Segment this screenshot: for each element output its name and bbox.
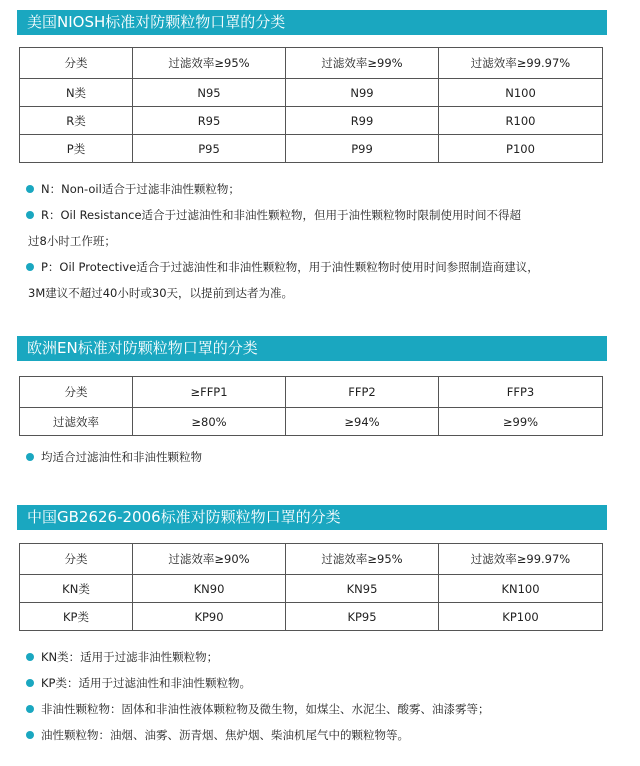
note-text: KP类：适用于过滤油性和非油性颗粒物。: [41, 676, 251, 690]
table-cell: KP95: [286, 603, 439, 631]
table-cell: N99: [286, 79, 439, 107]
list-item: [26, 176, 606, 202]
table-row: [20, 79, 603, 107]
gb-notes: [26, 644, 606, 748]
list-item: [26, 696, 606, 722]
bullet-dot-icon: [26, 185, 34, 193]
list-item: [26, 444, 606, 470]
header-cell: 过滤效率≥99.97%: [439, 48, 603, 79]
header-cell: 分类: [20, 48, 133, 79]
list-item: [26, 280, 606, 306]
note-text: R：Oil Resistance适合于过滤油性和非油性颗粒物，但用于油性颗粒物时限制使用时间不得超: [41, 208, 522, 222]
bullet-dot-icon: [26, 679, 34, 687]
bullet-dot-icon: [26, 211, 34, 219]
section-title-en: 欧洲EN标准对防颗粒物口罩的分类: [17, 336, 607, 361]
table-cell: P100: [439, 135, 603, 163]
table-header-row: [20, 544, 603, 575]
note-text: 非油性颗粒物：固体和非油性液体颗粒物及微生物，如煤尘、水泥尘、酸雾、油漆雾等；: [41, 702, 490, 716]
table-cell: N类: [20, 79, 133, 107]
table-cell: N95: [133, 79, 286, 107]
header-cell: 分类: [20, 377, 133, 408]
table-cell: P95: [133, 135, 286, 163]
header-cell: FFP2: [286, 377, 439, 408]
bullet-dot-icon: [26, 731, 34, 739]
table-cell: ≥80%: [133, 408, 286, 436]
table-cell: KP100: [439, 603, 603, 631]
header-cell: 过滤效率≥95%: [133, 48, 286, 79]
table-cell: 过滤效率: [20, 408, 133, 436]
note-text: 油性颗粒物：油烟、油雾、沥青烟、焦炉烟、柴油机尾气中的颗粒物等。: [41, 728, 409, 742]
header-cell: 过滤效率≥90%: [133, 544, 286, 575]
list-item: [26, 644, 606, 670]
table-row: [20, 107, 603, 135]
table-cell: ≥99%: [439, 408, 603, 436]
header-cell: 过滤效率≥95%: [286, 544, 439, 575]
en-notes: [26, 444, 606, 470]
list-item: [26, 202, 606, 228]
header-cell: 过滤效率≥99%: [286, 48, 439, 79]
table-cell: KN90: [133, 575, 286, 603]
en-table: [19, 376, 603, 436]
table-header-row: [20, 377, 603, 408]
table-cell: P99: [286, 135, 439, 163]
table-row: [20, 408, 603, 436]
niosh-table: [19, 47, 603, 163]
table-cell: R95: [133, 107, 286, 135]
table-row: [20, 135, 603, 163]
bullet-dot-icon: [26, 705, 34, 713]
section-title-gb: 中国GB2626-2006标准对防颗粒物口罩的分类: [17, 505, 607, 530]
table-cell: P类: [20, 135, 133, 163]
list-item: [26, 228, 606, 254]
bullet-dot-icon: [26, 653, 34, 661]
list-item: [26, 254, 606, 280]
header-cell: 过滤效率≥99.97%: [439, 544, 603, 575]
note-text: KN类：适用于过滤非油性颗粒物；: [41, 650, 219, 664]
header-cell: 分类: [20, 544, 133, 575]
table-cell: KN95: [286, 575, 439, 603]
note-text: 均适合过滤油性和非油性颗粒物: [41, 450, 202, 464]
table-cell: R99: [286, 107, 439, 135]
note-text: P：Oil Protective适合于过滤油性和非油性颗粒物，用于油性颗粒物时使用时间参照制造商建议，: [41, 260, 539, 274]
list-item: [26, 722, 606, 748]
bullet-dot-icon: [26, 453, 34, 461]
table-row: [20, 575, 603, 603]
table-cell: ≥94%: [286, 408, 439, 436]
bullet-dot-icon: [26, 263, 34, 271]
table-cell: KN类: [20, 575, 133, 603]
table-cell: KN100: [439, 575, 603, 603]
table-row: [20, 603, 603, 631]
table-cell: R100: [439, 107, 603, 135]
table-cell: KP90: [133, 603, 286, 631]
list-item: [26, 670, 606, 696]
gb-table: [19, 543, 603, 631]
table-cell: R类: [20, 107, 133, 135]
table-cell: KP类: [20, 603, 133, 631]
table-cell: N100: [439, 79, 603, 107]
section-title-niosh: 美国NIOSH标准对防颗粒物口罩的分类: [17, 10, 607, 35]
table-header-row: [20, 48, 603, 79]
note-text: 过8小时工作班；: [28, 234, 116, 248]
header-cell: ≥FFP1: [133, 377, 286, 408]
note-text: 3M建议不超过40小时或30天，以提前到达者为准。: [28, 286, 294, 300]
header-cell: FFP3: [439, 377, 603, 408]
niosh-notes: [26, 176, 606, 306]
note-text: N：Non-oil适合于过滤非油性颗粒物；: [41, 182, 240, 196]
